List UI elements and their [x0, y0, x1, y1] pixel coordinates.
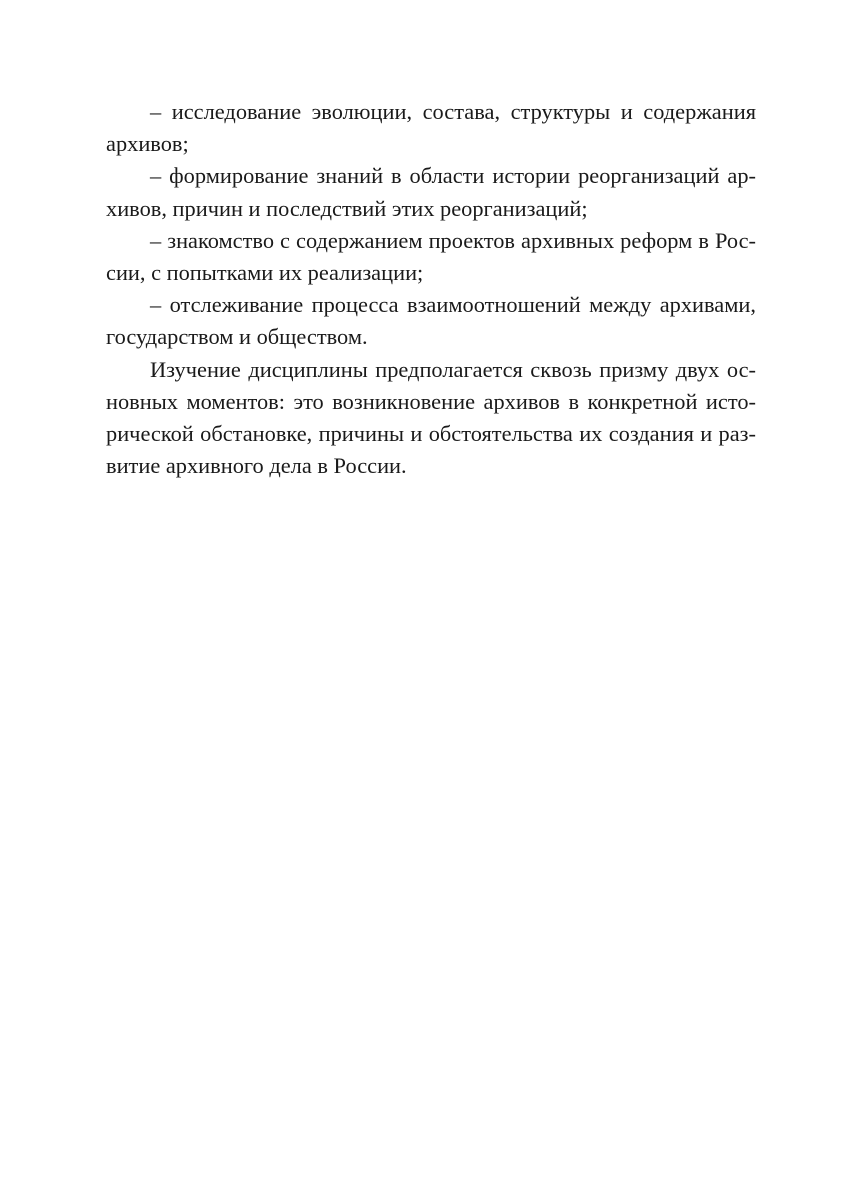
text-line: витие архивного дела в России.	[106, 453, 407, 479]
text-line: – формирование знаний в области истории реорганизаций ар-	[150, 163, 756, 189]
text-line: хивов, причин и последствий этих реорганизаций;	[106, 195, 588, 221]
text-line: новных моментов: это возникновение архивов в конкретной исто-	[106, 388, 756, 414]
text-line: рической обстановке, причины и обстоятельства их создания и раз-	[106, 421, 756, 447]
text-line: Изучение дисциплины предполагается сквозь призму двух ос-	[150, 356, 756, 382]
text-line: – исследование эволюции, состава, структуры и содержания	[150, 99, 756, 124]
text-line: – знакомство с содержанием проектов архивных реформ в Рос-	[150, 227, 756, 253]
list-item-archives-evolution	[106, 96, 756, 160]
body-text	[106, 96, 756, 482]
text-line: архивов;	[106, 131, 189, 157]
list-item-reorganization-knowledge	[106, 160, 756, 224]
list-item-relationships	[106, 289, 756, 353]
list-item-reform-projects	[106, 225, 756, 289]
text-line: сии, с попытками их реализации;	[106, 260, 424, 286]
text-line: государством и обществом.	[106, 324, 368, 350]
paragraph-discipline-study	[106, 354, 756, 483]
text-line: – отслеживание процесса взаимоотношений между архивами,	[150, 292, 756, 318]
